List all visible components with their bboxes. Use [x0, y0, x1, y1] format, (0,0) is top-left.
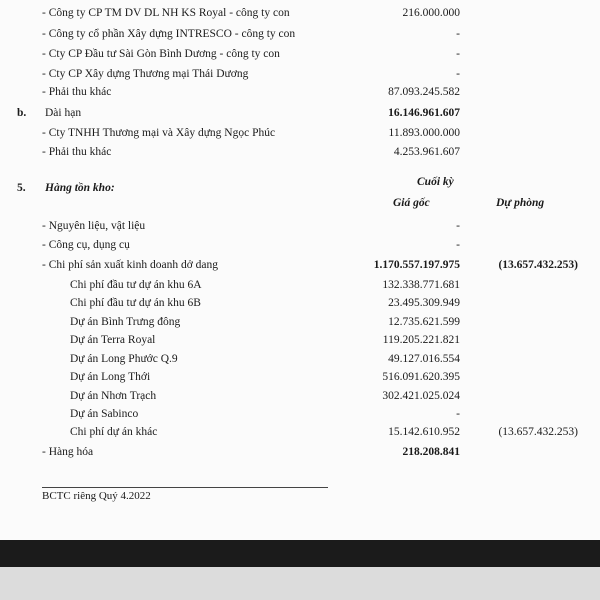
receivable-row-saigon-binhduong	[0, 45, 600, 63]
row-value-original-cost: 49.127.016.554	[388, 353, 460, 365]
wip-row-zone-6a	[0, 276, 600, 294]
bottom-gray-band	[0, 567, 600, 600]
row-value-original-cost: 119.205.221.821	[382, 334, 460, 346]
row-label: Dự án Terra Royal	[70, 334, 156, 346]
wip-row-long-thoi	[0, 368, 600, 386]
receivable-row-thai-duong	[0, 65, 600, 83]
row-label: Dự án Long Thới	[70, 371, 151, 383]
wip-row-other-projects	[0, 423, 600, 441]
row-value-original-cost: 87.093.245.582	[388, 86, 460, 98]
long-term-receivable-row	[0, 104, 600, 122]
long-term-receivable-other	[0, 143, 600, 161]
row-label: - Nguyên liệu, vật liệu	[42, 220, 146, 232]
row-value-original-cost: -	[456, 48, 460, 60]
row-label: - Cty TNHH Thương mại và Xây dựng Ngọc Phúc	[42, 127, 276, 139]
row-label: Chi phí dự án khác	[70, 426, 158, 438]
row-value-original-cost: 15.142.610.952	[388, 426, 460, 438]
row-label: - Cty CP Đầu tư Sài Gòn Bình Dương - công ty con	[42, 48, 280, 60]
row-value-original-cost: 16.146.961.607	[388, 107, 460, 119]
row-value-original-cost: -	[456, 220, 460, 232]
row-value-original-cost: 302.421.025.024	[382, 390, 460, 402]
row-label: Chi phí đầu tư dự án khu 6A	[70, 279, 202, 291]
bottom-dark-band	[0, 540, 600, 567]
row-label: - Hàng hóa	[42, 446, 94, 458]
footer-divider	[42, 487, 328, 488]
row-value-original-cost: 218.208.841	[402, 446, 460, 458]
wip-row-long-phuoc	[0, 350, 600, 368]
row-label: - Phải thu khác	[42, 86, 112, 98]
inventory-row-wip	[0, 256, 600, 274]
row-label: Chi phí đầu tư dự án khu 6B	[70, 297, 201, 309]
wip-row-zone-6b	[0, 294, 600, 312]
original-cost-header: Giá gốc	[393, 197, 430, 209]
footer-note: BCTC riêng Quý 4.2022	[42, 490, 151, 502]
receivable-row-intresco	[0, 25, 600, 43]
inventory-row-materials	[0, 217, 600, 235]
row-value-original-cost: -	[456, 239, 460, 251]
inventory-section-heading	[0, 179, 600, 197]
row-value-original-cost: 11.893.000.000	[388, 127, 460, 139]
row-label: Dự án Bình Trưng đông	[70, 316, 181, 328]
row-label: - Công cụ, dụng cụ	[42, 239, 130, 251]
wip-row-binh-trung-dong	[0, 313, 600, 331]
wip-row-nhon-trach	[0, 387, 600, 405]
row-value-original-cost: 1.170.557.197.975	[373, 259, 460, 271]
inventory-row-tools	[0, 236, 600, 254]
inventory-row-goods	[0, 443, 600, 461]
row-value-original-cost: 516.091.620.395	[382, 371, 460, 383]
receivable-row-other	[0, 83, 600, 101]
row-label: - Chi phí sản xuất kinh doanh dở dang	[42, 259, 219, 271]
section-title: Hàng tồn kho:	[45, 182, 115, 194]
row-label: - Công ty cổ phần Xây dựng INTRESCO - công ty con	[42, 28, 296, 40]
row-value-original-cost: 216.000.000	[402, 7, 460, 19]
row-label: Dự án Long Phước Q.9	[70, 353, 178, 365]
section-number: b.	[17, 107, 27, 119]
row-value-original-cost: 23.495.309.949	[388, 297, 460, 309]
row-value-original-cost: -	[456, 28, 460, 40]
row-label: - Phải thu khác	[42, 146, 112, 158]
row-value-original-cost: 12.735.621.599	[388, 316, 460, 328]
row-label: Dự án Nhơn Trạch	[70, 390, 157, 402]
provision-header: Dự phòng	[496, 197, 545, 209]
row-value-provision: (13.657.432.253)	[498, 426, 578, 438]
row-label: - Công ty CP TM DV DL NH KS Royal - công ty con	[42, 7, 290, 19]
row-label: Dài hạn	[45, 107, 82, 119]
section-number: 5.	[17, 182, 26, 194]
receivable-row-royal	[0, 4, 600, 22]
row-value-provision: (13.657.432.253)	[498, 259, 578, 271]
row-value-original-cost: 4.253.961.607	[393, 146, 460, 158]
wip-row-sabinco	[0, 405, 600, 423]
period-header: Cuối kỳ	[417, 176, 454, 188]
receivable-row-ngoc-phuc	[0, 124, 600, 142]
row-label: Dự án Sabinco	[70, 408, 139, 420]
row-value-original-cost: 132.338.771.681	[382, 279, 460, 291]
row-value-original-cost: -	[456, 408, 460, 420]
row-value-original-cost: -	[456, 68, 460, 80]
wip-row-terra-royal	[0, 331, 600, 349]
row-label: - Cty CP Xây dựng Thương mại Thái Dương	[42, 68, 249, 80]
